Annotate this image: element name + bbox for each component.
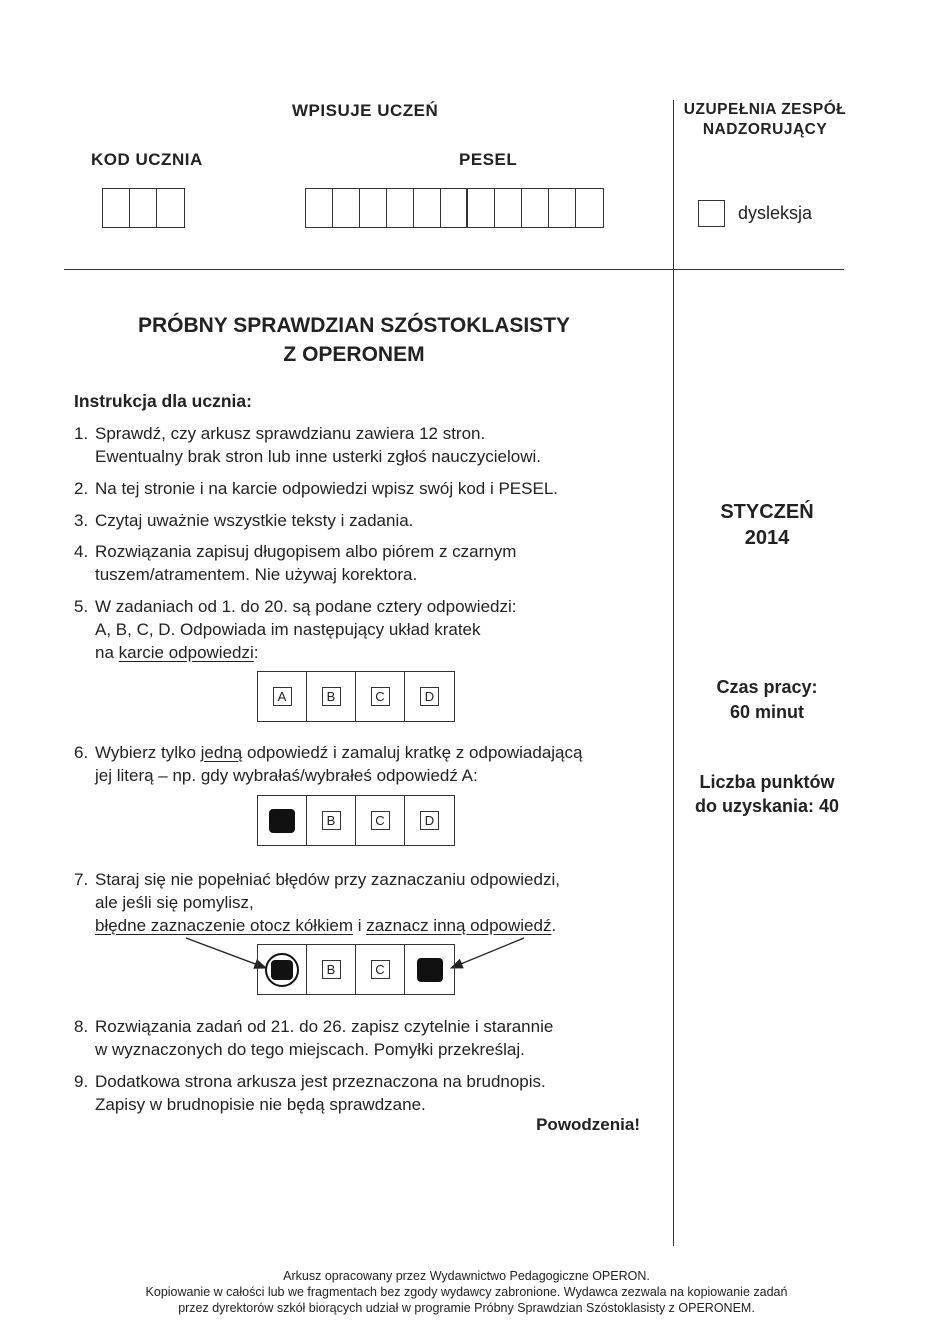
code-box[interactable] — [103, 189, 130, 227]
title-line-2: Z OPERONEM — [283, 343, 425, 366]
dyslexia-checkbox[interactable] — [698, 200, 725, 227]
answer-option — [405, 672, 454, 721]
instruction-item — [74, 1015, 654, 1061]
filled-mark-icon — [271, 960, 293, 980]
item-text: Na tej stronie i na karcie odpowiedzi wpisz swój kod i PESEL. — [95, 479, 558, 498]
exam-year: 2014 — [744, 527, 790, 549]
pesel-box[interactable] — [387, 189, 414, 227]
answer-option — [258, 672, 307, 721]
pesel-box[interactable] — [306, 189, 333, 227]
item-text: W zadaniach od 1. do 20. są podane cztery odpowiedzi: A, B, C, D. Odpowiada im następujący układ kratek — [95, 597, 517, 639]
exam-points — [676, 770, 858, 818]
option-letter: D — [420, 811, 439, 830]
arrow-to-new-answer-icon — [451, 938, 524, 968]
option-letter: C — [371, 960, 390, 979]
closing-text: Powodzenia! — [536, 1115, 640, 1134]
horizontal-divider — [64, 269, 844, 270]
student-section-title: WPISUJE UCZEŃ — [292, 101, 439, 120]
answer-option — [356, 945, 405, 994]
staff-section-title: UZUPEŁNIA ZESPÓŁ NADZORUJĄCY — [683, 101, 847, 138]
footer-line-3: przez dyrektorów szkół biorących udział w programie Próbny Sprawdzian Szóstoklasisty z OPERONEM. — [178, 1301, 755, 1315]
instructions-heading: Instrukcja dla ucznia: — [74, 391, 252, 411]
instruction-item — [74, 540, 654, 586]
code-box[interactable] — [157, 189, 184, 227]
pesel-box[interactable] — [414, 189, 441, 227]
answer-option — [307, 672, 356, 721]
instruction-item — [74, 1070, 654, 1116]
vertical-divider — [673, 100, 674, 1246]
item-text: Staraj się nie popełniać błędów przy zaznaczaniu odpowiedzi, ale jeśli się pomylisz, — [95, 870, 560, 912]
footer-line-2: Kopiowanie w całości lub we fragmentach bez zgody wydawcy zabronione. Wydawca zezwala na kopiowanie zadań — [145, 1285, 788, 1299]
answer-grid-example — [257, 671, 455, 722]
instruction-item — [74, 741, 654, 787]
answer-grid-filled-example — [257, 795, 455, 846]
item-number: 7. — [74, 870, 89, 889]
pesel-box[interactable] — [522, 189, 549, 227]
circle-mark-icon — [265, 953, 299, 987]
footer-line-1: Arkusz opracowany przez Wydawnictwo Pedagogiczne OPERON. — [283, 1269, 650, 1283]
item-text-underlined: jedną — [200, 743, 243, 762]
option-letter: D — [420, 687, 439, 706]
answer-option — [356, 796, 405, 845]
option-letter: A — [273, 687, 292, 706]
exam-month: STYCZEŃ — [720, 501, 814, 523]
item-text: Rozwiązania zapisuj długopisem albo piórem z czarnym tuszem/atramentem. Nie używaj korektora. — [95, 542, 517, 584]
item-text-part: odpowiedź i zamaluj kratkę z odpowiadającą jej literą – np. gdy wybrałaś/wybrałeś odpowiedź A: — [95, 743, 583, 785]
points-label: Liczba punktów — [699, 772, 835, 792]
item-number: 2. — [74, 479, 89, 498]
instruction-item — [74, 422, 654, 468]
answer-option — [307, 945, 356, 994]
title-line-1: PRÓBNY SPRAWDZIAN SZÓSTOKLASISTY — [137, 314, 571, 337]
option-letter: B — [322, 960, 341, 979]
item-number: 3. — [74, 511, 89, 530]
pesel-box[interactable] — [360, 189, 387, 227]
answer-option — [356, 672, 405, 721]
instruction-item — [74, 477, 654, 500]
filled-mark-icon — [269, 809, 295, 833]
answer-grid-correction-example — [257, 944, 455, 995]
answer-option-filled — [258, 796, 307, 845]
option-letter: B — [322, 687, 341, 706]
student-code-label: KOD UCZNIA — [91, 150, 203, 169]
item-text: Rozwiązania zadań od 21. do 26. zapisz czytelnie i starannie w wyznaczonych do tego miejscach. Pomyłki przekreślaj. — [95, 1017, 554, 1059]
pesel-box[interactable] — [441, 189, 468, 227]
filled-mark-icon — [417, 958, 443, 982]
item-text-underlined: błędne zaznaczenie otocz kółkiem — [95, 916, 353, 935]
answer-option — [405, 796, 454, 845]
arrow-to-circled-icon — [186, 938, 266, 968]
code-box[interactable] — [130, 189, 157, 227]
item-text-part: : — [253, 643, 259, 662]
item-number: 4. — [74, 542, 89, 561]
item-text: Dodatkowa strona arkusza jest przeznaczona na brudnopis. Zapisy w brudnopisie nie będą sprawdzane. — [95, 1072, 546, 1114]
pesel-box[interactable] — [495, 189, 522, 227]
item-number: 6. — [74, 743, 89, 762]
option-letter: C — [371, 811, 390, 830]
exam-duration — [683, 675, 851, 725]
pesel-box[interactable] — [333, 189, 360, 227]
answer-option-filled — [405, 945, 454, 994]
item-number: 8. — [74, 1017, 89, 1036]
answer-option-circled — [258, 945, 307, 994]
item-number: 9. — [74, 1072, 89, 1091]
item-text-part: i — [352, 916, 367, 935]
exam-date — [683, 499, 851, 551]
item-text-part: Wybierz tylko — [95, 743, 201, 762]
item-text: Sprawdź, czy arkusz sprawdzianu zawiera 12 stron. Ewentualny brak stron lub inne usterki zgłoś nauczycielowi. — [95, 424, 542, 466]
item-text-underlined: karcie odpowiedzi — [118, 643, 254, 662]
item-text-part: . — [551, 916, 557, 935]
pesel-box[interactable] — [468, 189, 495, 227]
item-number: 1. — [74, 424, 89, 443]
pesel-boxes[interactable] — [305, 188, 604, 228]
student-code-boxes[interactable] — [102, 188, 185, 228]
points-value: do uzyskania: 40 — [694, 796, 840, 816]
pesel-label: PESEL — [459, 150, 518, 169]
duration-label: Czas pracy: — [716, 677, 818, 697]
instruction-item — [74, 509, 654, 532]
option-letter: C — [371, 687, 390, 706]
instruction-item — [74, 868, 654, 937]
duration-value: 60 minut — [729, 702, 804, 722]
instruction-item — [74, 595, 654, 664]
page-title — [64, 311, 644, 369]
item-number: 5. — [74, 597, 89, 616]
footer — [20, 1268, 913, 1316]
dyslexia-label: dysleksja — [738, 203, 813, 223]
pesel-box[interactable] — [576, 189, 603, 227]
pesel-box[interactable] — [549, 189, 576, 227]
item-text-underlined: zaznacz inną odpowiedź — [366, 916, 552, 935]
option-letter: B — [322, 811, 341, 830]
item-text-part: na — [95, 643, 119, 662]
item-text: Czytaj uważnie wszystkie teksty i zadania. — [95, 511, 414, 530]
answer-option — [307, 796, 356, 845]
